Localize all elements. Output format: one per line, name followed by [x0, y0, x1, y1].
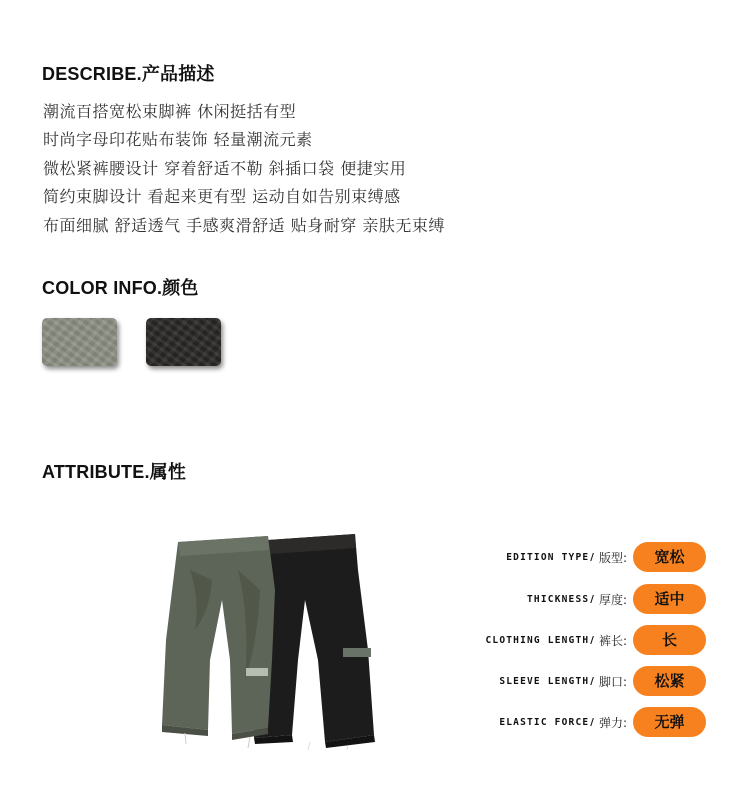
describe-line: 微松紧裤腰设计 穿着舒适不勒 斜插口袋 便捷实用 [43, 158, 407, 178]
attribute-label-en: ELASTIC FORCE [499, 716, 590, 728]
attribute-label-cn: 脚口: [598, 674, 627, 689]
attribute-label-en: EDITION TYPE [506, 551, 590, 563]
color-swatch-army-green[interactable] [42, 318, 117, 366]
attribute-label-cn: 弹力: [598, 715, 627, 730]
attribute-row [527, 584, 706, 614]
green-pants [162, 536, 275, 748]
color-swatch-black[interactable] [146, 318, 221, 366]
attribute-row [499, 666, 706, 696]
attribute-label-cn: 厚度: [598, 592, 627, 607]
attribute-row [499, 707, 706, 737]
product-photo-pants [150, 530, 390, 750]
attribute-label-en: SLEEVE LENGTH [499, 675, 590, 687]
attribute-value-badge: 长 [633, 625, 706, 655]
describe-line: 简约束脚设计 看起来更有型 运动自如告别束缚感 [43, 187, 401, 207]
attribute-value-badge: 适中 [633, 584, 706, 614]
attribute-separator: / [590, 675, 594, 687]
attribute-separator: / [590, 593, 594, 605]
attribute-value-badge: 无弹 [633, 707, 706, 737]
attribute-label-en: THICKNESS [527, 593, 590, 605]
attribute-value-badge: 松紧 [633, 666, 706, 696]
attribute-row [506, 542, 706, 572]
describe-line: 潮流百搭宽松束脚裤 休闲挺括有型 [43, 102, 297, 121]
describe-title: DESCRIBE.产品描述 [42, 64, 215, 84]
attribute-label-cn: 版型: [598, 550, 627, 565]
attribute-row [486, 625, 707, 655]
describe-line: 布面细腻 舒适透气 手感爽滑舒适 贴身耐穿 亲肤无束缚 [43, 215, 445, 235]
attribute-separator: / [590, 551, 594, 563]
describe-line: 时尚字母印花贴布装饰 轻量潮流元素 [43, 130, 313, 150]
attribute-label-en: CLOTHING LENGTH [485, 634, 590, 646]
color-info-title: COLOR INFO.颜色 [42, 278, 199, 298]
attribute-separator: / [590, 634, 594, 646]
describe-text [43, 98, 445, 240]
attribute-label-cn: 裤长: [598, 633, 627, 648]
attribute-title: ATTRIBUTE.属性 [42, 462, 187, 482]
attribute-value-badge: 宽松 [633, 542, 706, 572]
attribute-separator: / [590, 716, 594, 728]
